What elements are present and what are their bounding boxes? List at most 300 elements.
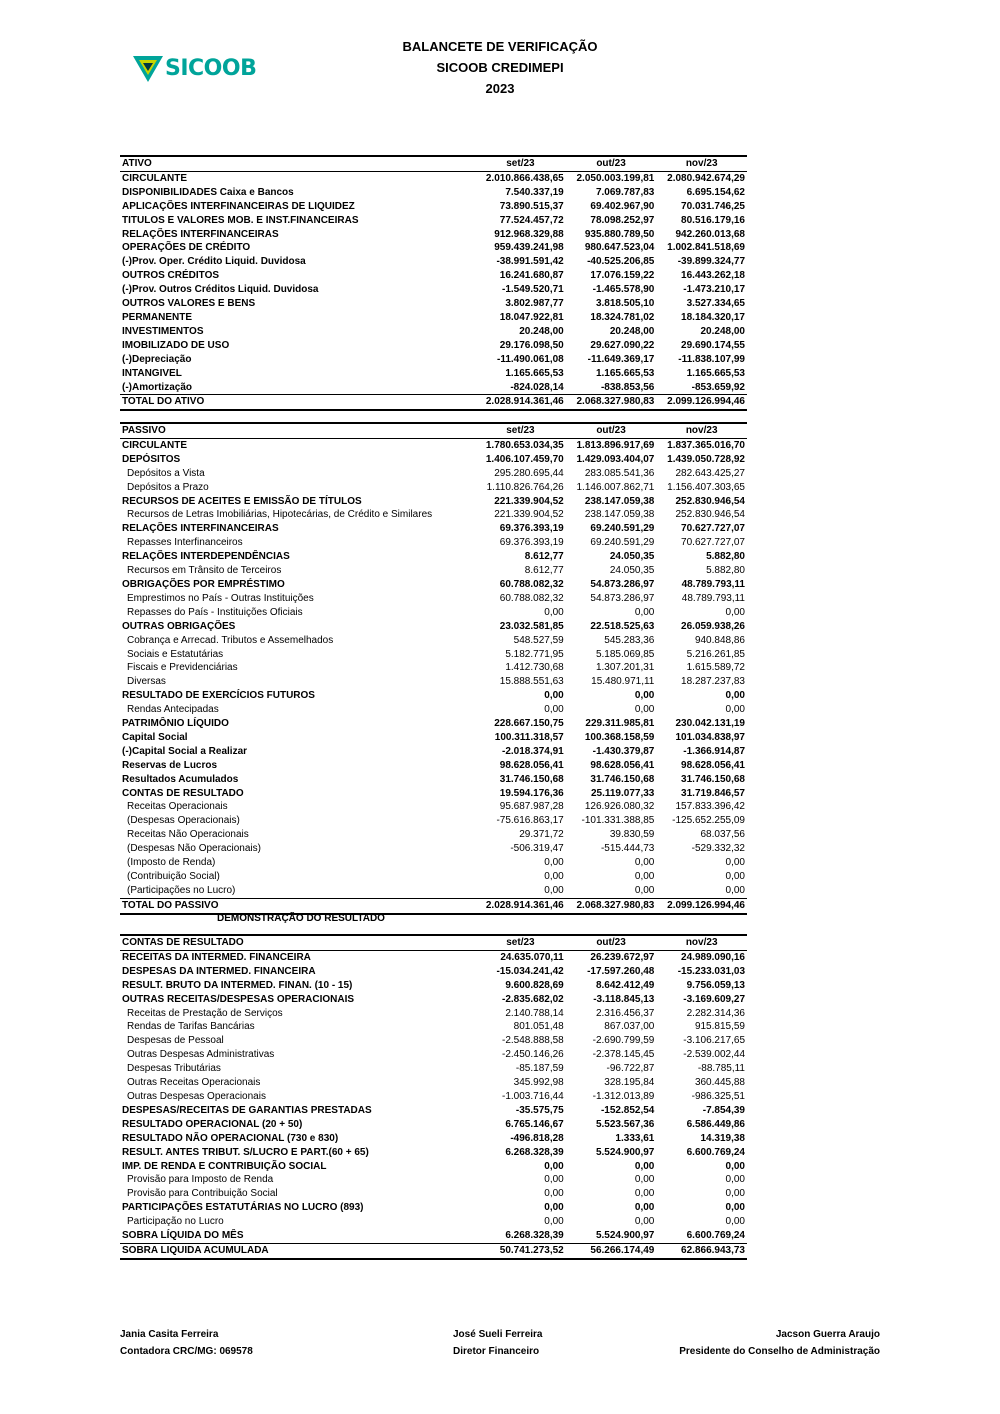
account-label: OBRIGAÇÕES POR EMPRÉSTIMO <box>122 578 285 590</box>
amount-cell: -1.430.379,87 <box>592 745 655 757</box>
table-row <box>120 325 747 339</box>
account-label: Repasses do País - Instituições Oficiais <box>127 606 303 618</box>
amount-cell: 1.165.665,53 <box>505 367 564 379</box>
amount-cell: 31.719.846,57 <box>681 787 745 799</box>
signature-diretor <box>453 1326 543 1360</box>
amount-cell: 98.628.056,41 <box>681 759 745 771</box>
amount-cell: 2.316.456,37 <box>595 1007 655 1019</box>
account-label: DISPONIBILIDADES Caixa e Bancos <box>122 186 294 198</box>
table-row <box>120 453 747 467</box>
account-label: Sociais e Estatutárias <box>127 648 224 660</box>
amount-cell: 29.690.174,55 <box>681 339 745 351</box>
account-label: RESULTADO NÃO OPERACIONAL (730 e 830) <box>122 1132 339 1144</box>
amount-cell: 16.241.680,87 <box>499 270 564 282</box>
amount-cell: -40.525.206,85 <box>587 256 655 268</box>
amount-cell: 0,00 <box>634 690 655 702</box>
amount-cell: 1.439.050.728,92 <box>667 453 745 465</box>
table-row <box>120 186 747 200</box>
account-label: (Despesas Operacionais) <box>127 815 240 827</box>
amount-cell: 20.248,00 <box>609 325 655 337</box>
table-row <box>120 269 747 283</box>
amount-cell: 60.788.082,32 <box>499 578 564 590</box>
amount-cell: 24.635.070,11 <box>500 951 564 963</box>
table-row <box>120 214 747 228</box>
amount-cell: 62.866.943,73 <box>656 1243 747 1258</box>
amount-cell: 940.848,86 <box>694 634 745 646</box>
amount-cell: 69.240.591,29 <box>590 523 655 535</box>
demonstracao-title: DEMONSTRAÇÃO DO RESULTADO <box>217 913 385 924</box>
account-label: Receitas Operacionais <box>127 801 228 813</box>
table-row <box>120 339 747 353</box>
account-label: (-)Prov. Oper. Crédito Liquid. Duvidosa <box>122 256 306 268</box>
total-row <box>120 898 747 913</box>
amount-cell: 912.968.329,88 <box>494 228 564 240</box>
amount-cell: 18.324.781,02 <box>590 311 655 323</box>
table-row <box>120 950 747 964</box>
amount-cell: 31.746.150,68 <box>590 773 655 785</box>
amount-cell: -515.444,73 <box>600 843 655 855</box>
amount-cell: -3.106.217,65 <box>683 1035 745 1047</box>
table-row <box>120 842 747 856</box>
amount-cell: -35.575,75 <box>515 1104 564 1116</box>
amount-cell: 70.627.727,07 <box>681 537 745 549</box>
account-label: Recursos em Trânsito de Terceiros <box>127 565 282 577</box>
period-header: set/23 <box>475 935 566 950</box>
amount-cell: -7.854,39 <box>702 1104 745 1116</box>
amount-cell: -85.187,59 <box>515 1063 564 1075</box>
amount-cell: 0,00 <box>544 884 564 896</box>
table-row <box>120 367 747 381</box>
account-label: CIRCULANTE <box>122 439 187 451</box>
amount-cell: 1.780.653.034,35 <box>485 439 564 451</box>
period-header: out/23 <box>566 156 657 171</box>
amount-cell: 98.628.056,41 <box>590 759 655 771</box>
account-label: Despesas de Pessoal <box>127 1035 224 1047</box>
amount-cell: -75.616.863,17 <box>496 815 564 827</box>
amount-cell: 0,00 <box>544 1160 564 1172</box>
table-row <box>120 241 747 255</box>
amount-cell: -2.690.799,59 <box>592 1035 655 1047</box>
amount-cell: 24.050,35 <box>609 551 655 563</box>
table-row <box>120 200 747 214</box>
amount-cell: 6.268.328,39 <box>505 1146 564 1158</box>
amount-cell: 60.788.082,32 <box>499 592 564 604</box>
amount-cell: -152.852,54 <box>600 1104 655 1116</box>
amount-cell: 360.445,88 <box>694 1077 745 1089</box>
table-row <box>120 773 747 787</box>
account-label: (Participações no Lucro) <box>127 884 236 896</box>
period-header: nov/23 <box>656 935 747 950</box>
table-row <box>120 814 747 828</box>
account-label: OUTROS CRÉDITOS <box>122 270 220 282</box>
amount-cell: 221.339.904,52 <box>494 495 564 507</box>
table-row <box>120 1118 747 1132</box>
account-label: CIRCULANTE <box>122 172 187 184</box>
amount-cell: -1.003.716,44 <box>502 1090 564 1102</box>
table-row <box>120 578 747 592</box>
amount-cell: -2.548.888,58 <box>502 1035 564 1047</box>
amount-cell: 0,00 <box>725 857 745 869</box>
table-row <box>120 353 747 367</box>
amount-cell: 8.642.412,49 <box>595 979 655 991</box>
amount-cell: 9.756.059,13 <box>686 979 745 991</box>
amount-cell: 24.989.090,16 <box>681 951 745 963</box>
ativo-table <box>120 155 747 411</box>
table-row <box>120 495 747 509</box>
table-row <box>120 675 747 689</box>
account-label: (Imposto de Renda) <box>127 857 216 869</box>
account-label: Outras Despesas Administrativas <box>127 1049 275 1061</box>
amount-cell: 1.110.826.764,26 <box>486 481 564 493</box>
amount-cell: 48.789.793,11 <box>681 578 745 590</box>
amount-cell: 9.600.828,69 <box>505 979 564 991</box>
account-label: (-)Capital Social a Realizar <box>122 745 248 757</box>
table-row <box>120 1104 747 1118</box>
signature-presidente <box>679 1326 880 1360</box>
account-label: (Despesas Não Operacionais) <box>127 843 261 855</box>
account-label: (-)Amortização <box>122 381 193 393</box>
table-row <box>120 1187 747 1201</box>
amount-cell: 157.833.396,42 <box>675 801 745 813</box>
amount-cell: 2.099.126.994,46 <box>656 395 747 410</box>
amount-cell: 24.050,35 <box>609 565 655 577</box>
table-row <box>120 689 747 703</box>
amount-cell: -2.450.146,26 <box>502 1049 564 1061</box>
amount-cell: 942.260.013,68 <box>675 228 745 240</box>
account-label: OUTRAS OBRIGAÇÕES <box>122 620 236 632</box>
amount-cell: 545.283,36 <box>604 634 655 646</box>
document-subtitle: SICOOB CREDIMEPI <box>436 60 564 75</box>
amount-cell: 77.524.457,72 <box>499 214 564 226</box>
table-row <box>120 508 747 522</box>
amount-cell: 101.034.838,97 <box>675 731 745 743</box>
table-row <box>120 979 747 993</box>
amount-cell: 7.069.787,83 <box>595 186 655 198</box>
amount-cell: 0,00 <box>544 690 564 702</box>
amount-cell: 95.687.987,28 <box>499 801 564 813</box>
amount-cell: 0,00 <box>634 606 655 618</box>
amount-cell: -11.649.369,17 <box>587 353 655 365</box>
amount-cell: 0,00 <box>634 884 655 896</box>
signature-contadora <box>120 1326 253 1360</box>
account-label: Receitas de Prestação de Serviços <box>127 1007 283 1019</box>
amount-cell: 980.647.523,04 <box>584 242 655 254</box>
amount-cell: 0,00 <box>634 871 655 882</box>
account-label: Outras Despesas Operacionais <box>127 1090 266 1102</box>
amount-cell: 50.741.273,52 <box>475 1243 566 1258</box>
amount-cell: 935.880.789,50 <box>584 228 655 240</box>
amount-cell: 0,00 <box>634 704 655 716</box>
amount-cell: 915.815,59 <box>694 1021 745 1033</box>
amount-cell: -824.028,14 <box>510 381 564 393</box>
passivo-table <box>120 422 747 915</box>
sicoob-logo-mark <box>133 56 163 82</box>
period-header: out/23 <box>566 935 657 950</box>
amount-cell: 0,00 <box>634 1202 655 1214</box>
account-label: IMOBILIZADO DE USO <box>122 339 230 351</box>
amount-cell: 1.002.841.518,69 <box>667 242 745 254</box>
table-row <box>120 648 747 662</box>
amount-cell: 867.037,00 <box>604 1021 655 1033</box>
amount-cell: 2.068.327.980,83 <box>566 898 657 913</box>
account-label: Provisão para Contribuição Social <box>127 1188 278 1200</box>
amount-cell: 100.368.158,59 <box>584 731 655 743</box>
amount-cell: -15.034.241,42 <box>496 965 564 977</box>
amount-cell: 229.311.985,81 <box>585 718 655 730</box>
amount-cell: 0,00 <box>725 871 745 882</box>
table-row <box>120 787 747 801</box>
section-header: PASSIVO <box>120 423 475 438</box>
amount-cell: 0,00 <box>634 1216 655 1228</box>
document-year: 2023 <box>485 81 515 96</box>
account-label: RESULTADO DE EXERCÍCIOS FUTUROS <box>122 690 315 702</box>
amount-cell: 3.818.505,10 <box>595 298 655 310</box>
amount-cell: 0,00 <box>634 1174 655 1186</box>
account-label: PATRIMÔNIO LÍQUIDO <box>122 718 229 730</box>
amount-cell: 0,00 <box>725 1160 745 1172</box>
account-label: Emprestimos no País - Outras Instituições <box>127 592 314 604</box>
account-label: DESPESAS/RECEITAS DE GARANTIAS PRESTADAS <box>122 1104 372 1116</box>
signature-name: José Sueli Ferreira <box>453 1329 543 1340</box>
amount-cell: 0,00 <box>544 1216 564 1228</box>
amount-cell: 18.287.237,83 <box>681 676 745 688</box>
amount-cell: 230.042.131,19 <box>675 718 745 730</box>
amount-cell: -529.332,32 <box>691 843 745 855</box>
document-title: BALANCETE DE VERIFICAÇÃO <box>402 39 598 54</box>
account-label: Cobrança e Arrecad. Tributos e Assemelhados <box>127 634 334 646</box>
amount-cell: -2.835.682,02 <box>502 993 564 1005</box>
table-row <box>120 620 747 634</box>
amount-cell: 3.527.334,65 <box>686 298 745 310</box>
amount-cell: 5.524.900,97 <box>595 1146 655 1158</box>
amount-cell: 29.627.090,22 <box>590 339 655 351</box>
amount-cell: 1.333,61 <box>615 1132 655 1144</box>
account-label: OUTRAS RECEITAS/DESPESAS OPERACIONAIS <box>122 993 355 1005</box>
table-row <box>120 1020 747 1034</box>
account-label: PERMANENTE <box>122 311 193 323</box>
table-row <box>120 255 747 269</box>
amount-cell: 6.586.449,86 <box>686 1118 745 1130</box>
amount-cell: 70.627.727,07 <box>681 523 745 535</box>
amount-cell: 31.746.150,68 <box>681 773 745 785</box>
amount-cell: 98.628.056,41 <box>499 759 564 771</box>
amount-cell: 15.480.971,11 <box>591 676 655 688</box>
amount-cell: 345.992,98 <box>513 1077 564 1089</box>
amount-cell: -96.722,87 <box>606 1063 655 1075</box>
section-header: CONTAS DE RESULTADO <box>120 935 475 950</box>
amount-cell: 2.028.914.361,46 <box>475 395 566 410</box>
amount-cell: 20.248,00 <box>519 325 564 337</box>
account-label: Participação no Lucro <box>127 1216 224 1228</box>
amount-cell: 48.789.793,11 <box>681 592 745 604</box>
amount-cell: -38.991.591,42 <box>496 256 564 268</box>
account-label: RESULT. ANTES TRIBUT. S/LUCRO E PART.(60 + 65) <box>122 1146 369 1158</box>
account-label: Fiscais e Previdenciárias <box>127 662 238 674</box>
table-row <box>120 1062 747 1076</box>
amount-cell: 0,00 <box>544 871 564 882</box>
table-row <box>120 856 747 870</box>
table-row <box>120 1048 747 1062</box>
table-row <box>120 661 747 675</box>
account-label: TITULOS E VALORES MOB. E INST.FINANCEIRAS <box>122 214 359 226</box>
amount-cell: 6.695.154,62 <box>686 186 745 198</box>
account-label: RELAÇÕES INTERFINANCEIRAS <box>122 523 279 535</box>
amount-cell: -838.853,56 <box>600 381 655 393</box>
amount-cell: 2.080.942.674,29 <box>667 172 745 184</box>
amount-cell: 0,00 <box>544 857 564 869</box>
account-label: Capital Social <box>122 731 188 743</box>
amount-cell: 0,00 <box>634 1160 655 1172</box>
period-header: out/23 <box>566 423 657 438</box>
amount-cell: 0,00 <box>725 1188 745 1200</box>
amount-cell: 5.523.567,36 <box>595 1118 655 1130</box>
table-row <box>120 884 747 898</box>
amount-cell: 1.307.201,31 <box>595 662 655 674</box>
total-row <box>120 1243 747 1258</box>
amount-cell: -2.539.002,44 <box>683 1049 745 1061</box>
amount-cell: 39.830,59 <box>609 829 655 841</box>
amount-cell: 252.830.946,54 <box>675 495 745 507</box>
account-label: RELAÇÕES INTERFINANCEIRAS <box>122 228 279 240</box>
amount-cell: 801.051,48 <box>513 1021 564 1033</box>
resultado-table <box>120 934 747 1260</box>
table-row <box>120 171 747 185</box>
amount-cell: 54.873.286,97 <box>590 578 655 590</box>
amount-cell: -88.785,11 <box>697 1063 745 1075</box>
amount-cell: -39.899.324,77 <box>677 256 745 268</box>
amount-cell: 17.076.159,22 <box>590 270 655 282</box>
amount-cell: 6.600.769,24 <box>686 1230 745 1242</box>
table-row <box>120 1201 747 1215</box>
amount-cell: 16.443.262,18 <box>681 270 745 282</box>
amount-cell: 0,00 <box>634 857 655 869</box>
account-label: Rendas de Tarifas Bancárias <box>127 1021 255 1033</box>
table-row <box>120 1132 747 1146</box>
table-row <box>120 550 747 564</box>
amount-cell: 126.926.080,32 <box>584 801 655 813</box>
account-label: OUTROS VALORES E BENS <box>122 298 256 310</box>
signature-role: Contadora CRC/MG: 069578 <box>120 1346 253 1357</box>
amount-cell: 0,00 <box>725 1202 745 1214</box>
amount-cell: 1.406.107.459,70 <box>485 453 564 465</box>
amount-cell: 73.890.515,37 <box>499 200 564 212</box>
table-row <box>120 870 747 884</box>
account-label: Provisão para Imposto de Renda <box>127 1174 274 1186</box>
amount-cell: 0,00 <box>544 1174 564 1186</box>
sicoob-logo <box>133 55 263 83</box>
table-row <box>120 606 747 620</box>
table-row <box>120 564 747 578</box>
amount-cell: 25.119.077,33 <box>590 787 655 799</box>
amount-cell: 8.612,77 <box>524 551 564 563</box>
account-label: Rendas Antecipadas <box>127 704 219 716</box>
amount-cell: 54.873.286,97 <box>590 592 655 604</box>
amount-cell: 283.085.541,36 <box>584 467 655 479</box>
amount-cell: 29.176.098,50 <box>499 339 564 351</box>
table-row <box>120 522 747 536</box>
amount-cell: 29.371,72 <box>519 829 564 841</box>
amount-cell: 0,00 <box>544 1188 564 1200</box>
amount-cell: 221.339.904,52 <box>494 509 564 521</box>
table-row <box>120 481 747 495</box>
amount-cell: 68.037,56 <box>700 829 745 841</box>
account-label: Depósitos a Vista <box>127 467 205 479</box>
amount-cell: 69.402.967,90 <box>590 200 655 212</box>
table-row <box>120 717 747 731</box>
amount-cell: 295.280.695,44 <box>494 467 564 479</box>
amount-cell: 238.147.059,38 <box>584 509 655 521</box>
account-label: Repasses Interfinanceiros <box>127 537 243 549</box>
table-row <box>120 800 747 814</box>
amount-cell: -986.325,51 <box>691 1090 745 1102</box>
amount-cell: 1.165.665,53 <box>595 367 655 379</box>
amount-cell: 18.047.922,81 <box>499 311 564 323</box>
amount-cell: -101.331.388,85 <box>581 815 655 827</box>
table-row <box>120 731 747 745</box>
period-header: set/23 <box>475 423 566 438</box>
account-label: SOBRA LIQUIDA ACUMULADA <box>120 1243 475 1258</box>
table-row <box>120 745 747 759</box>
amount-cell: 0,00 <box>544 704 564 716</box>
account-label: RESULT. BRUTO DA INTERMED. FINAN. (10 - 15) <box>122 979 353 991</box>
amount-cell: 3.802.987,77 <box>505 298 564 310</box>
account-label: TOTAL DO PASSIVO <box>120 898 475 913</box>
amount-cell: -2.018.374,91 <box>502 745 564 757</box>
account-label: Despesas Tributárias <box>127 1063 221 1075</box>
account-label: Resultados Acumulados <box>122 773 239 785</box>
amount-cell: -853.659,92 <box>691 381 745 393</box>
account-label: RELAÇÕES INTERDEPENDÊNCIAS <box>122 551 290 563</box>
table-row <box>120 1215 747 1229</box>
table-row <box>120 703 747 717</box>
amount-cell: 0,00 <box>725 606 745 618</box>
amount-cell: 23.032.581,85 <box>499 620 564 632</box>
amount-cell: -1.549.520,71 <box>502 284 564 296</box>
account-label: DESPESAS DA INTERMED. FINANCEIRA <box>122 965 316 977</box>
account-label: Receitas Não Operacionais <box>127 829 249 841</box>
amount-cell: -15.233.031,03 <box>677 965 745 977</box>
amount-cell: 2.282.314,36 <box>686 1007 745 1019</box>
period-header: nov/23 <box>656 423 747 438</box>
account-label: DEPÓSITOS <box>122 453 181 465</box>
period-header: nov/23 <box>656 156 747 171</box>
table-row <box>120 1160 747 1174</box>
amount-cell: 6.268.328,39 <box>505 1230 564 1242</box>
amount-cell: 1.813.896.917,69 <box>576 439 655 451</box>
account-label: RECEITAS DA INTERMED. FINANCEIRA <box>122 951 311 963</box>
table-row <box>120 592 747 606</box>
amount-cell: 2.028.914.361,46 <box>475 898 566 913</box>
amount-cell: 6.600.769,24 <box>686 1146 745 1158</box>
table-header-row <box>120 156 747 171</box>
account-label: PARTICIPAÇÕES ESTATUTÁRIAS NO LUCRO (893) <box>122 1202 364 1214</box>
amount-cell: 80.516.179,16 <box>681 214 745 226</box>
amount-cell: -496.818,28 <box>510 1132 564 1144</box>
amount-cell: 1.412.730,68 <box>505 662 564 674</box>
amount-cell: -11.490.061,08 <box>497 353 564 365</box>
amount-cell: 252.830.946,54 <box>675 509 745 521</box>
amount-cell: 5.216.261,85 <box>686 648 745 660</box>
account-label: Recursos de Letras Imobiliárias, Hipotecárias, de Crédito e Similares <box>127 509 433 521</box>
amount-cell: 26.239.672,97 <box>590 951 655 963</box>
amount-cell: 282.643.425,27 <box>675 467 745 479</box>
table-row <box>120 297 747 311</box>
amount-cell: -3.118.845,13 <box>593 993 655 1005</box>
amount-cell: -11.838.107,99 <box>678 353 745 365</box>
amount-cell: 2.068.327.980,83 <box>566 395 657 410</box>
account-label: INVESTIMENTOS <box>122 325 204 337</box>
account-label: SOBRA LÍQUIDA DO MÊS <box>122 1230 244 1242</box>
